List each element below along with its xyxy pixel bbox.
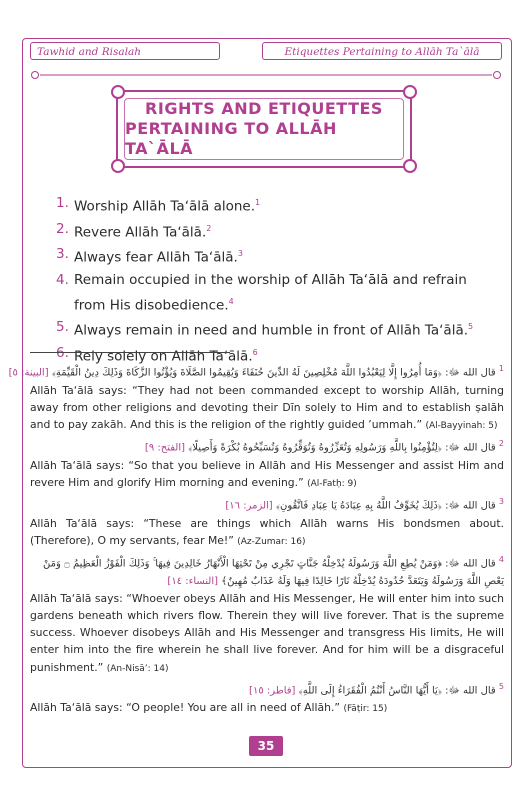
list-item: 3. Always fear Allāh Ta‘ālā.$^3$ [56,246,243,266]
corner-ornament-icon [403,85,417,99]
chapter-title-line-1: RIGHTS AND ETIQUETTES [145,99,383,118]
footnote-arabic: $^2$ قال الله ﷻ: ﴿لِتُؤْمِنُوا بِاللَّهِ وَرَسُولِهِ وَتُعَزِّرُوهُ وَتُوَقِّرُوهُ وَتُسَبِّحُوهُ بُكْرَةً وَأَصِيلًا﴾ [الفتح: ٩] [144,439,504,454]
footnote-separator [30,352,230,353]
running-header-left: Tawhid and Risalah [30,42,220,60]
list-item: 5. Always remain in need and humble in front of Allāh Ta‘ālā.$^5$ [56,319,474,339]
footnote-english: Allāh Ta‘ālā says: “Whoever obeys Allāh and His Messenger, He will enter him into such gardens beneath which rivers flow. Therein they will live forever. That is the supreme success. Whoever disobeys Allāh and His Messenger and transgress His limits, He will enter him into the fire wherein he shall live forever. And for him will be a disgraceful punishment.” (An-Nisā’: 14) [30,591,504,674]
footnote-english: Allāh Ta‘ālā says: “These are things which Allāh warns His bondsmen about. (Therefore), O my servants, fear Me!” (Az-Zumar: 16) [30,516,504,547]
corner-ornament-icon [403,159,417,173]
ornamental-divider [30,70,502,80]
corner-ornament-icon [111,159,125,173]
running-header-right: Etiquettes Pertaining to Allāh Ta`ālā [262,42,502,60]
footnote-english: Allāh Ta‘ālā says: “O people! You are all in need of Allāh.” (Fāṭir: 15) [30,701,388,715]
footnote-english: Allāh Ta‘ālā says: “They had not been commanded except to worship Allāh, turning away from other religions and devoting their Dīn solely to Him and to establish ṣalāh and to pay zakāh. And this is the religion of the rightly guided ’ummah.” (Al-Bayyinah: 5) [30,383,504,431]
list-item: 6. Rely solely on Allāh Ta‘ālā.$^6$ [56,344,258,364]
chapter-title-box [116,90,412,168]
list-item: 4. Remain occupied in the worship of Allāh Ta‘ālā and refrain from His disobedience.$^4$ [56,271,467,313]
footnote-arabic: $^1$ قال الله ﷻ: ﴿وَمَا أُمِرُوا إِلَّا لِيَعْبُدُوا اللَّهَ مُخْلِصِينَ لَهُ الدِّينَ حُنَفَاءَ وَيُقِيمُوا الصَّلَاةَ وَيُؤْتُوا الزَّكَاةَ وَذَلِكَ دِينُ الْقَيِّمَةِ﴾ [البينة: ٥] [8,364,504,379]
footnote-arabic-cont: يَعْصِ اللَّهَ وَرَسُولَهُ وَيَتَعَدَّ حُدُودَهُ يُدْخِلْهُ نَارًا خَالِدًا فِيهَا وَلَهُ عَذَابٌ مُهِينٌ﴾ [النساء: ١٤] [167,575,504,587]
footnote-arabic: $^5$ قال الله ﷻ: ﴿يَا أَيُّهَا النَّاسُ أَنْتُمُ الْفُقَرَاءُ إِلَى اللَّهِ﴾ [فاطر: ١٥] [249,681,504,697]
footnote-arabic: $^4$ قال الله ﷻ: ﴿وَمَنْ يُطِعِ اللَّهَ وَرَسُولَهُ يُدْخِلْهُ جَنَّاتٍ تَجْرِي مِنْ تَحْتِهَا الْأَنْهَارُ خَالِدِينَ فِيهَا ۚ وَذَلِكَ الْفَوْزُ الْعَظِيمُ ۝ وَمَنْ [42,555,504,570]
list-item: 1. Worship Allāh Ta‘ālā alone.$^1$ [56,195,261,215]
list-item: 2. Revere Allāh Ta‘ālā.$^2$ [56,220,212,240]
footnotes [8,360,504,719]
footnote-arabic: $^3$ قال الله ﷻ: ﴿ذَلِكَ يُخَوِّفُ اللَّهُ بِهِ عِبَادَهُ يَا عِبَادِ فَاتَّقُونِ﴾ [الزمر: ١٦] [225,497,504,512]
page-number: 35 [249,736,283,756]
footnote-english: Allāh Ta‘ālā says: “So that you believe in Allāh and His Messenger and assist Him and revere Him and glorify Him morning and evening.” (Al-Fatḥ: 9) [30,458,504,489]
corner-ornament-icon [111,85,125,99]
chapter-title-line-2: PERTAINING TO ALLĀH TA`ĀLĀ [125,119,337,158]
etiquettes-list [56,192,476,367]
